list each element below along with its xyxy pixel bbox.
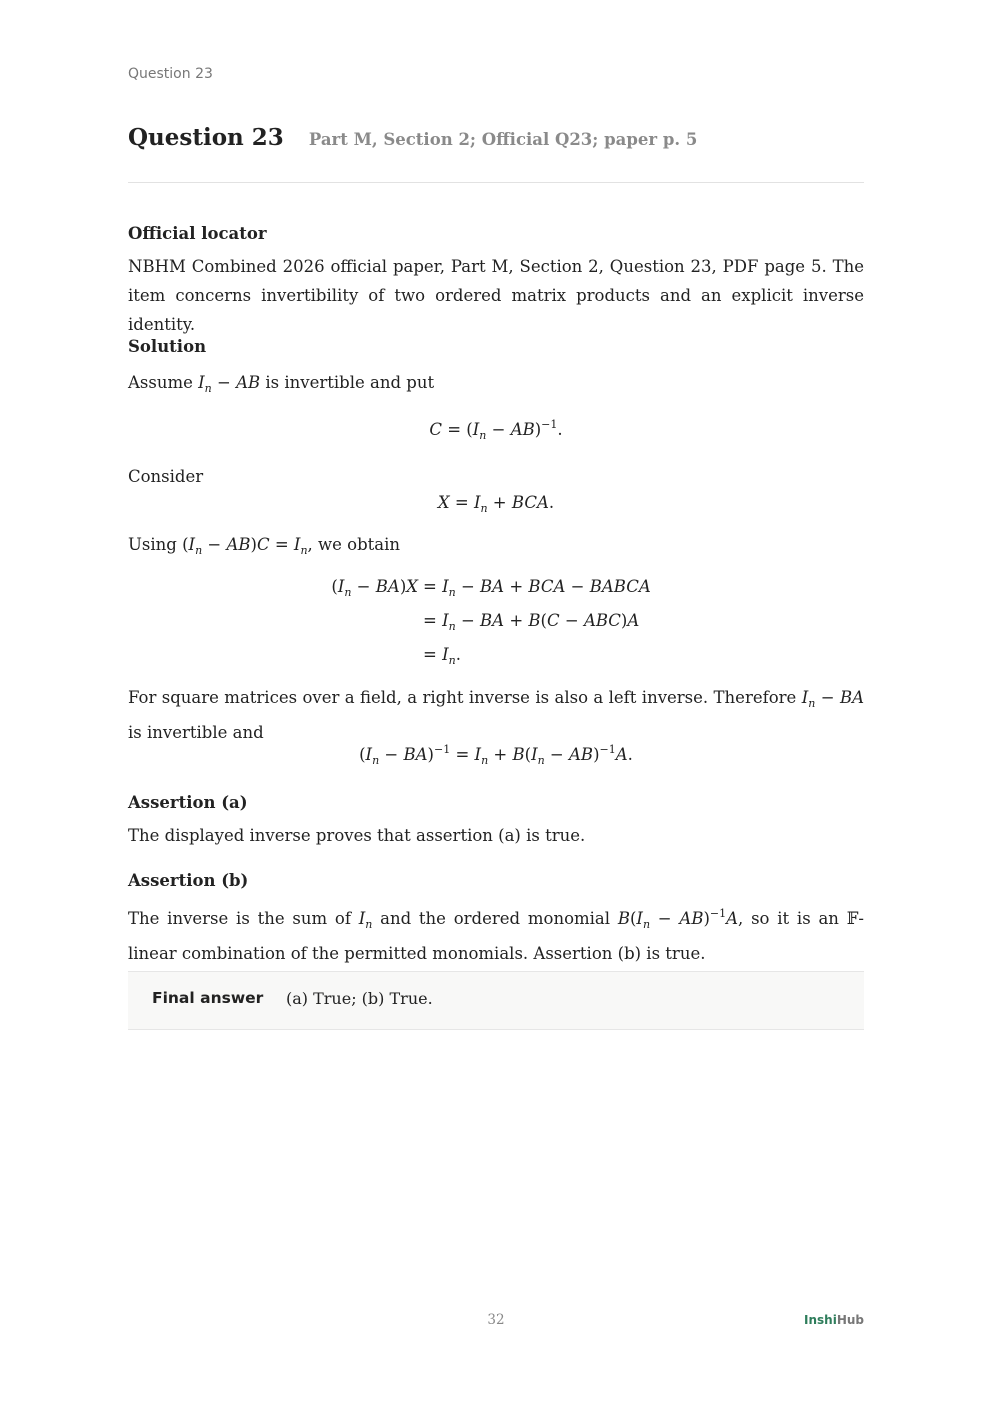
square-matrix-paragraph: For square matrices over a field, a right inverse is also a left inverse. Therefore $I_n$ − BA is invertible and bbox=[128, 688, 864, 742]
equation-inverse-identity: $(I_n - BA)^{-1} = I_n + B(I_n - AB)^{-1}A$. bbox=[359, 743, 633, 767]
locator-text: NBHM Combined 2026 official paper, Part M, Section 2, Question 23, PDF page 5. The item concerns invertibility of two ordered matrix products and an explicit inverse identity. bbox=[128, 257, 864, 334]
using-pre: Using bbox=[128, 535, 183, 554]
brand-part-2: Hub bbox=[836, 1313, 864, 1327]
assertion-b-heading: Assertion (b) bbox=[128, 871, 249, 890]
assertion-b-post: , so it is an 𝔽-linear combination of the permitted monomials. Assertion (b) is true. bbox=[128, 909, 864, 963]
para-pre: For square matrices over a field, a right inverse is also a left inverse. Therefore bbox=[128, 688, 802, 707]
equation-x-definition: $X = I_n$ + BCA. bbox=[437, 493, 555, 515]
page bbox=[128, 0, 864, 1403]
page-number: 32 bbox=[487, 1312, 505, 1328]
solution-intro: Assume $I_n$ − AB is invertible and put bbox=[128, 373, 435, 395]
equation-c-definition: $C = (I_n - AB)^{-1}$. bbox=[429, 418, 563, 442]
final-answer-box bbox=[128, 971, 864, 1030]
brand-logo bbox=[804, 1313, 864, 1327]
title-row bbox=[128, 124, 864, 151]
brand-part-1: Inshi bbox=[804, 1313, 837, 1327]
assertion-b-text: The inverse is the sum of $I_n$ and the ordered monomial $B(I_n - AB)^{-1}A$, so it is an 𝔽-linear combination of the permitted monomials. Assertion (b) is true. bbox=[128, 907, 864, 963]
running-head: Question 23 bbox=[128, 66, 213, 82]
derivation-line-3: = $I_n$. bbox=[423, 645, 461, 667]
question-title: Question 23 bbox=[128, 124, 284, 151]
derivation-line-1: $(I_n - BA)X$ = $I_n$ − BA + BCA − BABCA bbox=[331, 577, 651, 599]
assertion-a-heading: Assertion (a) bbox=[128, 793, 248, 812]
assertion-b-pre: The inverse is the sum of bbox=[128, 909, 359, 928]
final-answer-label: Final answer bbox=[152, 989, 264, 1007]
assertion-b-mid: and the ordered monomial bbox=[372, 909, 618, 928]
using-post: , we obtain bbox=[307, 535, 401, 554]
solution-heading: Solution bbox=[128, 337, 207, 356]
para-post: is invertible and bbox=[128, 723, 264, 742]
solution-intro-post: is invertible and put bbox=[260, 373, 435, 392]
locator-heading: Official locator bbox=[128, 224, 267, 243]
title-divider bbox=[128, 182, 864, 183]
question-subtitle: Part M, Section 2; Official Q23; paper p. 5 bbox=[308, 130, 698, 149]
solution-intro-pre: Assume bbox=[128, 373, 199, 392]
derivation-line-2: = $I_n$ − BA + B(C − ABC)A bbox=[423, 611, 640, 633]
using-text: Using $(I_n - AB)C = I_n$, we obtain bbox=[128, 535, 401, 557]
consider-text: Consider bbox=[128, 467, 204, 486]
final-answer-text: (a) True; (b) True. bbox=[286, 989, 433, 1008]
assertion-a-text: The displayed inverse proves that assertion (a) is true. bbox=[128, 826, 586, 845]
